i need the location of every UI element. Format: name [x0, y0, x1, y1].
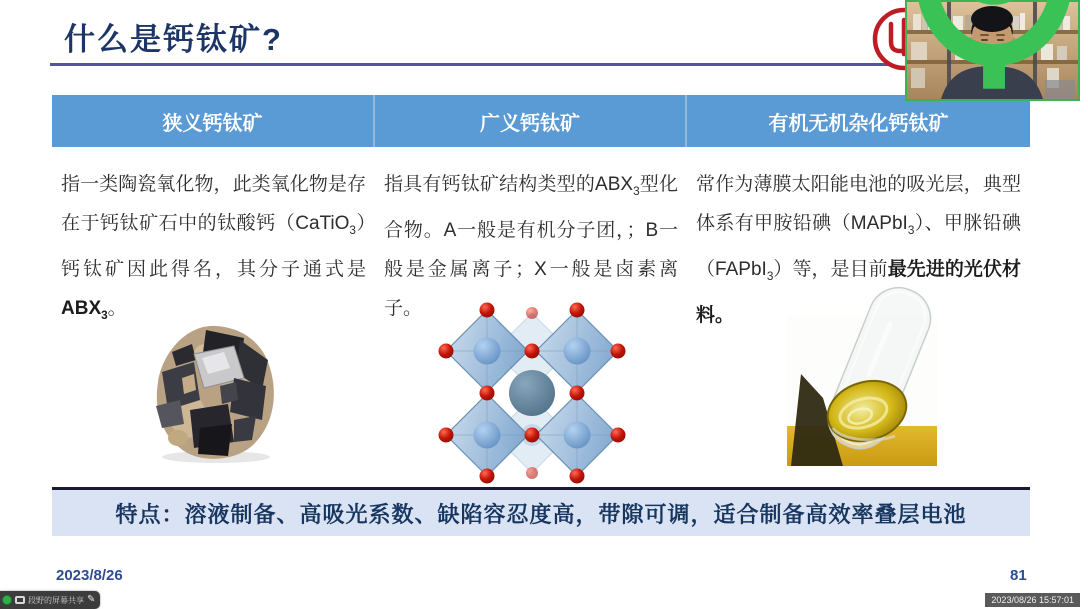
mineral-illustration: [136, 316, 296, 464]
text-segment: 常作为薄膜太阳能电池的吸光层，典型体系有甲胺铅碘（MAPbI: [696, 174, 1021, 234]
recording-timestamp-badge: [985, 593, 1080, 607]
screen-icon: [15, 596, 25, 604]
text-segment: 。: [107, 297, 127, 319]
header-narrow-perovskite: 狭义钙钛矿: [52, 95, 375, 147]
webcam-video-tile[interactable]: [905, 0, 1080, 101]
text-segment: ）钙钛矿因此得名，其分子通式是: [61, 213, 366, 280]
subscript-3: 3: [101, 308, 108, 322]
comparison-table-header: [52, 95, 1030, 147]
annotate-pencil-icon[interactable]: ✎: [87, 594, 96, 605]
bold-abx: ABX: [61, 297, 102, 319]
hybrid-definition-text: [687, 147, 1030, 335]
broad-definition-text: [375, 147, 687, 328]
subscript-3: 3: [907, 223, 915, 237]
feature-summary-bar: [52, 487, 1030, 536]
share-status-icon: [2, 595, 12, 605]
perovskite-mineral-image: [136, 316, 296, 464]
feature-summary-text: 特点：溶液制备、高吸光系数、缺陷容忍度高，带隙可调，适合制备高效率叠层电池: [115, 501, 967, 527]
page-title: 什么是钙钛矿?: [64, 22, 283, 57]
crystal-structure-illustration: [436, 306, 628, 480]
subscript-3: 3: [766, 269, 774, 283]
text-segment: ）、甲脒铅碘（FAPbI: [696, 213, 1021, 280]
webcam-name-label: [910, 0, 1078, 97]
text-segment: ）等，是目前: [773, 258, 888, 280]
screen-share-badge[interactable]: [0, 591, 100, 609]
precursor-solution-image: [787, 316, 937, 466]
slide-page-number: 81: [1010, 567, 1027, 584]
timestamp-text: 2023/08/26 15:57:01: [991, 595, 1074, 605]
text-segment: 指一类陶瓷氧化物，此类氧化物是存在于钙钛矿石中的钛酸钙（CaTiO: [61, 174, 366, 234]
text-segment: 型化合物。A一般是有机分子团，；B一般是金属离子；X一般是卤素离子。: [384, 174, 678, 319]
text-segment: 指具有钙钛矿结构类型的ABX: [384, 174, 634, 195]
bold-best-pv-material: 最先进的光伏材料。: [696, 258, 1021, 326]
screen-share-label: 段野的屏幕共享: [28, 595, 84, 605]
microphone-icon: [910, 0, 1078, 97]
slide-date: 2023/8/26: [56, 567, 123, 584]
vial-illustration: [787, 316, 937, 466]
perovskite-structure-image: [436, 306, 628, 480]
narrow-definition-text: [52, 147, 375, 335]
header-broad-perovskite: 广义钙钛矿: [375, 95, 687, 147]
subscript-3: 3: [633, 184, 640, 198]
header-hybrid-perovskite: 有机无机杂化钙钛矿: [687, 95, 1030, 147]
subscript-3: 3: [349, 223, 356, 237]
